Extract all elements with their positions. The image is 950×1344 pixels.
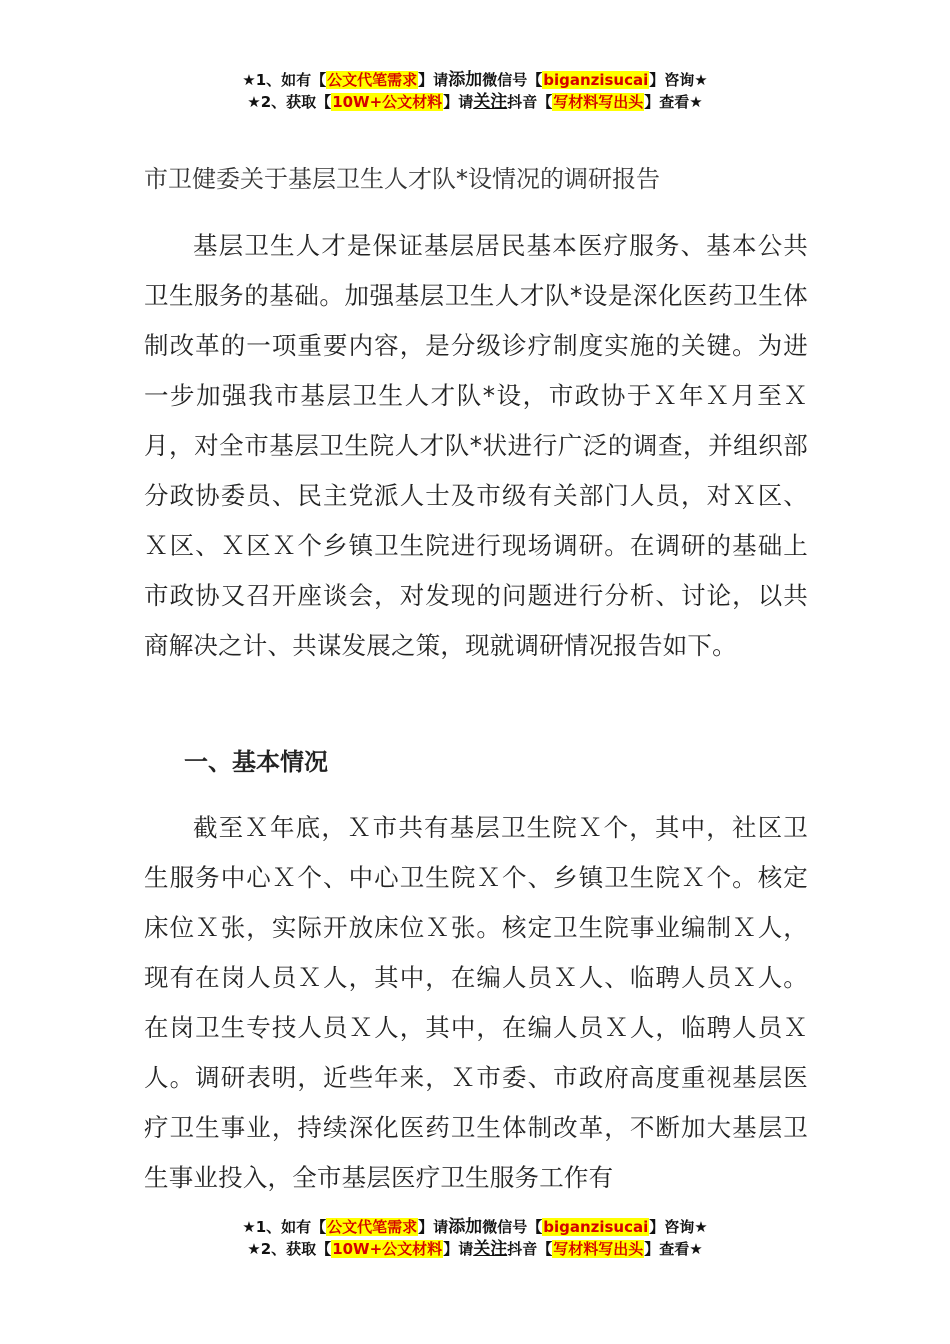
highlight-service: 公文代笔需求 [327,71,418,89]
star-icon: ★ [689,93,703,111]
header-banner [0,69,950,113]
star-icon: ★ [247,93,261,111]
highlight-service: 公文代笔需求 [327,1218,418,1236]
star-icon: ★ [694,1218,708,1236]
banner-line-2: ★2、获取【10W+公文材料】请关注抖音【写材料写出头】查看★ [247,92,703,112]
banner-line-1: ★1、如有【公文代笔需求】请添加微信号【biganzisucai】咨询★ [242,1217,708,1237]
footer-banner [0,1216,950,1260]
highlight-wechat-id: biganzisucai [543,71,649,89]
highlight-wechat-id: biganzisucai [543,1218,649,1236]
banner-line-1: ★1、如有【公文代笔需求】请添加微信号【biganzisucai】咨询★ [242,70,708,90]
star-icon: ★ [242,1218,256,1236]
star-icon: ★ [247,1240,261,1258]
intro-paragraph: 基层卫生人才是保证基层居民基本医疗服务、基本公共卫生服务的基础。加强基层卫生人才队*设是深化医药卫生体制改革的一项重要内容，是分级诊疗制度实施的关键。为进一步加强我市基层卫生人才队*设，市政协于Ｘ年Ｘ月至Ｘ月，对全市基层卫生院人才队*状进行广泛的调查，并组织部分政协委员、民主党派人士及市级有关部门人员，对Ｘ区、Ｘ区、Ｘ区Ｘ个乡镇卫生院进行现场调研。在调研的基础上市政协又召开座谈会，对发现的问题进行分析、讨论，以共商解决之计、共谋发展之策，现就调研情况报告如下。 [144,231,808,660]
document-title: 市卫健委关于基层卫生人才队*设情况的调研报告 [144,165,660,193]
star-icon: ★ [242,71,256,89]
section-body-paragraph: 截至Ｘ年底，Ｘ市共有基层卫生院Ｘ个，其中，社区卫生服务中心Ｘ个、中心卫生院Ｘ个、乡镇卫生院Ｘ个。核定床位Ｘ张，实际开放床位Ｘ张。核定卫生院事业编制Ｘ人，现有在岗人员Ｘ人，其中，在编人员Ｘ人、临聘人员Ｘ人。在岗卫生专技人员Ｘ人，其中，在编人员Ｘ人，临聘人员Ｘ人。调研表明，近些年来，Ｘ市委、市政府高度重视基层医疗卫生事业，持续深化医药卫生体制改革，不断加大基层卫生事业投入，全市基层医疗卫生服务工作有 [144,813,808,1192]
star-icon: ★ [689,1240,703,1258]
highlight-douyin-account: 写材料写出头 [553,1240,644,1258]
star-icon: ★ [694,71,708,89]
section-heading-basic-situation: 一、基本情况 [184,748,328,776]
highlight-douyin-account: 写材料写出头 [553,93,644,111]
highlight-materials: 10W+公文材料 [332,93,443,111]
banner-line-2: ★2、获取【10W+公文材料】请关注抖音【写材料写出头】查看★ [247,1239,703,1259]
highlight-materials: 10W+公文材料 [332,1240,443,1258]
